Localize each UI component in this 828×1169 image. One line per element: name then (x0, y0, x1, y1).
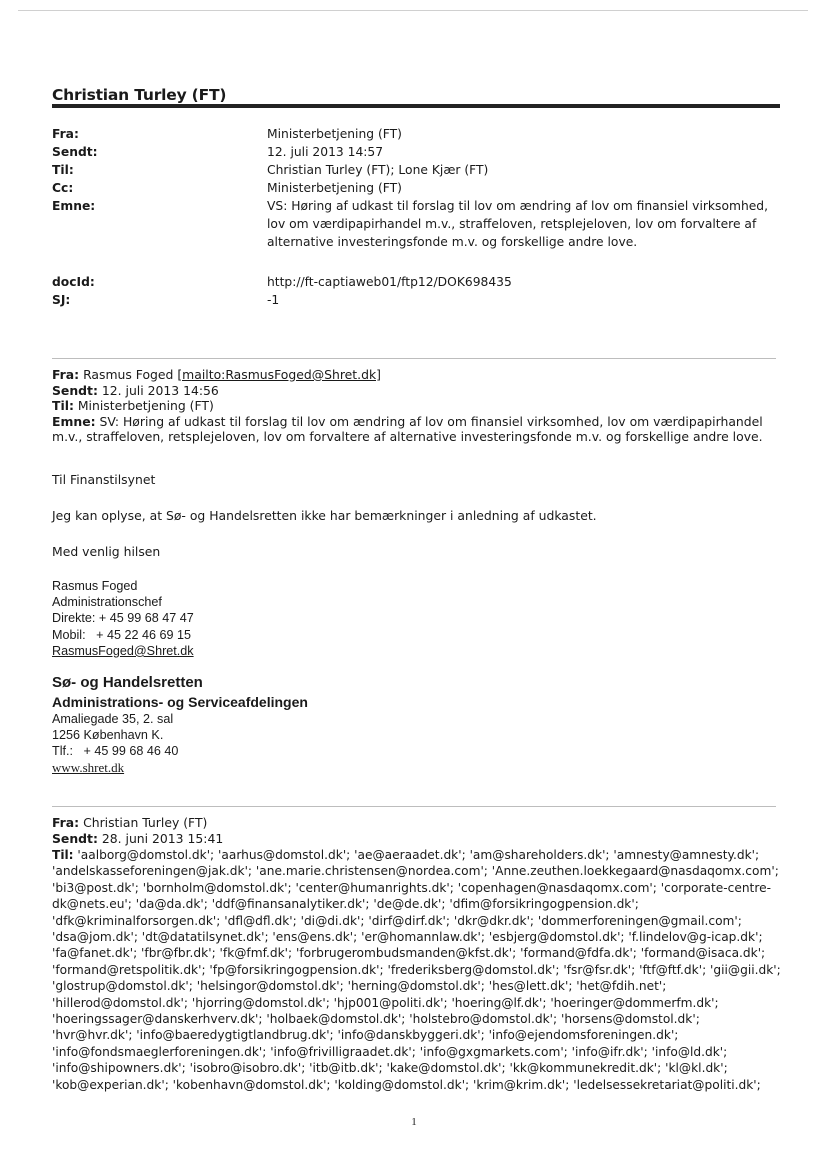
message1-to-line (52, 398, 764, 414)
message-divider (52, 806, 776, 807)
signature-name: Rasmus Foged (52, 579, 138, 593)
meta-header-block (52, 273, 772, 313)
message1-closing: Med venlig hilsen (52, 544, 161, 559)
message1-subject-value: SV: Høring af udkast til forslag til lov om ændring af lov om finansiel virksomhed, lov om værdipapirhandel m.v., straffeloven, retsplejeloven, lov om forvaltere af alternative investeringsfonde m.v. og forskellige andre love. (52, 413, 763, 444)
message1-greeting: Til Finanstilsynet (52, 472, 156, 487)
signature-address-line1: Amaliegade 35, 2. sal (52, 712, 174, 726)
signature-email-link[interactable]: RasmusFoged@Shret.dk (52, 643, 194, 658)
message2-sent-value: 28. juni 2013 15:41 (101, 830, 224, 846)
message1-subject-line (52, 414, 764, 445)
signature-department: Administrations- og Serviceafdelingen (52, 694, 308, 710)
document-title: Christian Turley (FT) (52, 86, 227, 104)
header-label-sent: Sendt: (52, 145, 98, 159)
header-value-subject: VS: Høring af udkast til forslag til lov om ændring af lov om finansiel virksomhed, lov om værdipapirhandel m.v., straffeloven, retsplejeloven, lov om forvaltere af alternative investeringsfonde m.v. og forskellige andre love. (267, 199, 769, 249)
message1-to-label: Til: (52, 398, 74, 413)
signature-address-block (52, 711, 178, 776)
message2-from-label: Fra: (52, 815, 80, 830)
message1-sent-line (52, 383, 764, 399)
message1-subject-label: Emne: (52, 413, 96, 429)
message1-body: Jeg kan oplyse, at Sø- og Handelsretten ikke har bemærkninger i anledning af udkastet. (52, 508, 597, 523)
signature-block (52, 578, 194, 659)
message1-sent-label: Sendt: (52, 382, 98, 398)
header-value-cc: Ministerbetjening (FT) (267, 181, 402, 195)
signature-direct-phone: Direkte: + 45 99 68 47 47 (52, 611, 194, 626)
header-label-from: Fra: (52, 127, 79, 141)
message1-from-label: Fra: (52, 367, 80, 382)
meta-value-docid: http://ft-captiaweb01/ftp12/DOK698435 (267, 275, 512, 289)
header-value-to: Christian Turley (FT); Lone Kjær (FT) (267, 163, 489, 177)
header-label-subject: Emne: (52, 199, 96, 213)
signature-organisation: Sø- og Handelsretten (52, 674, 203, 691)
message2-sent-line (52, 831, 764, 847)
message2-from-line (52, 815, 764, 831)
header-value-sent: 12. juli 2013 14:57 (267, 145, 384, 159)
message2-recipient-list: 'aalborg@domstol.dk'; 'aarhus@domstol.dk'; 'ae@aeraadet.dk'; 'am@shareholders.dk'; 'amnesty@amnesty.dk'; 'andelskasseforeningen@jak.dk'; 'ane.marie.christensen@nordea.com'; 'Anne.zeuthen.loekkegaard@nasdaqomx.com'; 'bi3@post.dk'; 'bornholm@domstol.dk'; 'center@humanrights.dk'; 'copenhagen@nasdaqomx.com'; 'corporate-centre-dk@nets.eu'; 'da@da.dk'; 'ddf@finansanalytiker.dk'; 'de@de.dk'; 'dfim@forsikringogpension.dk'; 'dfk@kriminalforsorgen.dk'; 'dfl@dfl.dk'; 'di@di.dk'; 'dirf@dirf.dk'; 'dkr@dkr.dk'; 'dommerforeningen@gmail.com'; 'dsa@jom.dk'; 'dt@datatilsynet.dk'; 'ens@ens.dk'; 'er@homannlaw.dk'; 'esbjerg@domstol.dk'; 'f.lindelov@g-icap.dk'; 'fa@fanet.dk'; 'fbr@fbr.dk'; 'fk@fmf.dk'; 'forbrugerombudsmanden@kfst.dk'; 'formand@fdfa.dk'; 'formand@isaca.dk'; 'formand@retspolitik.dk'; 'fp@forsikringogpension.dk'; 'frederiksberg@domstol.dk'; 'fsr@fsr.dk'; 'ftf@ftf.dk'; 'gii@gii.dk'; 'glostrup@domstol.dk'; 'helsingor@domstol.dk'; 'herning@domstol.dk'; 'hes@lett.dk'; 'het@fdih.net'; 'hillerod@domstol.dk'; 'hjorring@domstol.dk'; 'hjp001@politi.dk'; 'hoering@lf.dk'; 'hoeringer@dommerfm.dk'; 'hoeringssager@danskerhverv.dk'; 'holbaek@domstol.dk'; 'holstebro@domstol.dk'; 'horsens@domstol.dk'; 'hvr@hvr.dk'; 'info@baeredygtigtlandbrug.dk'; 'info@danskbyggeri.dk'; 'info@ejendomsforeningen.dk'; 'info@fondsmaeglerforeningen.dk'; 'info@frivilligraadet.dk'; 'info@gxgmarkets.com'; 'info@ifr.dk'; 'info@ld.dk'; 'info@shipowners.dk'; 'isobro@isobro.dk'; 'itb@itb.dk'; 'kake@domstol.dk'; 'kk@kommunekredit.dk'; 'kl@kl.dk'; 'kob@experian.dk'; 'kobenhavn@domstol.dk'; 'kolding@domstol.dk'; 'krim@krim.dk'; 'ledelsessekretariat@politi.dk'; (52, 848, 781, 1092)
page-number: 1 (411, 1116, 417, 1128)
message1-from-line (52, 367, 764, 383)
message1-header (52, 367, 764, 445)
signature-website-link[interactable]: www.shret.dk (52, 759, 125, 775)
header-value-from: Ministerbetjening (FT) (267, 127, 402, 141)
meta-value-sj: -1 (267, 293, 280, 307)
page-top-divider (18, 10, 808, 11)
message1-from-value: Rasmus Foged (83, 367, 174, 382)
message2-to-label: Til: (52, 848, 74, 862)
message2-header (52, 815, 764, 846)
title-underline (52, 104, 780, 108)
header-label-cc: Cc: (52, 181, 74, 195)
signature-address-line2: 1256 København K. (52, 728, 164, 743)
signature-role: Administrationschef (52, 595, 162, 610)
message-divider (52, 358, 776, 359)
meta-label-docid: docId: (52, 275, 95, 289)
message1-sent-value: 12. juli 2013 14:56 (101, 382, 219, 398)
message2-sent-label: Sendt: (52, 830, 98, 846)
message1-mailto-link[interactable]: [mailto:RasmusFoged@Shret.dk] (177, 367, 381, 382)
header-label-to: Til: (52, 163, 74, 177)
message1-to-value: Ministerbetjening (FT) (77, 398, 214, 413)
signature-mobile-phone: Mobil: + 45 22 46 69 15 (52, 627, 191, 642)
top-header-block (52, 125, 772, 255)
message2-from-value: Christian Turley (FT) (83, 815, 208, 830)
signature-phone: Tlf.: + 45 99 68 46 40 (52, 744, 179, 759)
message2-recipients (52, 847, 782, 1093)
meta-label-sj: SJ: (52, 293, 71, 307)
